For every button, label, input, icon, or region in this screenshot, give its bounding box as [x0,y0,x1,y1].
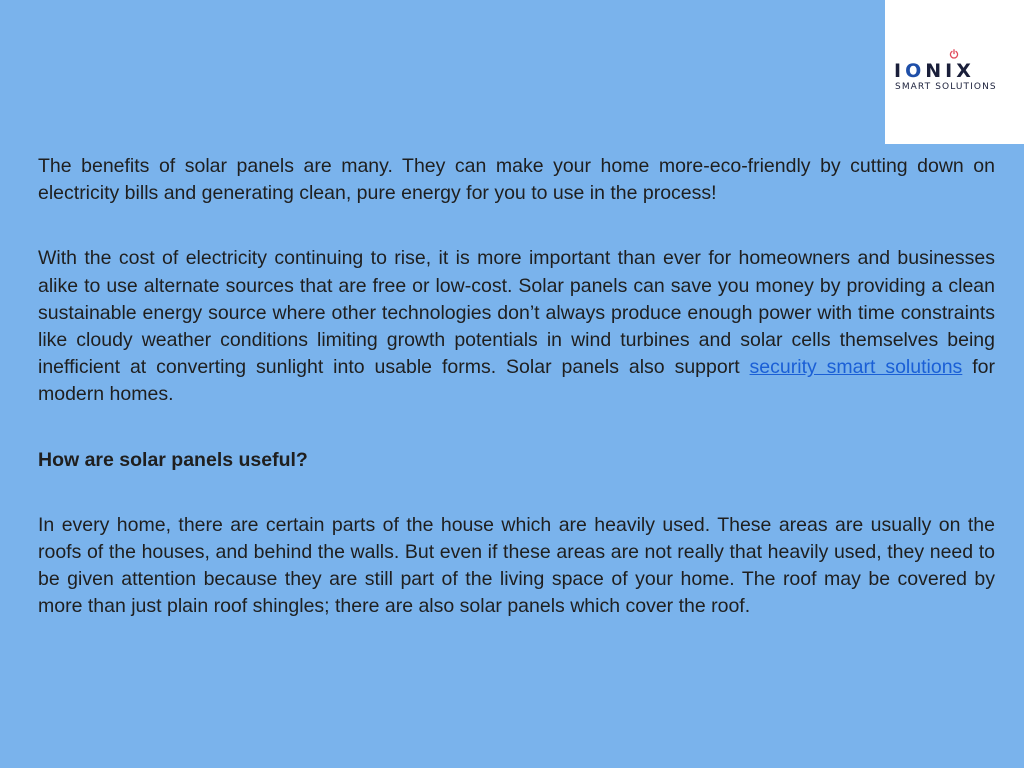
article-content [38,153,995,621]
security-smart-solutions-link[interactable]: security smart solutions [749,356,963,379]
logo-letters-rest: NIX [925,60,975,82]
paragraph-2 [38,245,995,408]
logo-wordmark [894,62,975,81]
paragraph-3: In every home, there are certain parts of the house which are heavily used. These areas are usually on the roofs of the houses, and behind the walls. But even if these areas are not really that heavily used, they need to be given attention because they are still part of the living space of your home. The roof may be covered by more than just plain roof shingles; there are also solar panels which cover the roof. [38,513,995,618]
power-icon [949,49,959,59]
section-heading: How are solar panels useful? [38,448,308,471]
paragraph-2-text-start: With the cost of electricity continuing to rise, it is more important than ever for homeowners and businesses alike to use alternate sources that are free or low-cost. Solar panels can save you money by providing a clean sustainable energy source where other technologies don’t always produce enough power with time constraints like cloudy weather conditions limiting growth potentials in wind turbines and solar cells themselves being inefficient at converting sunlight into usable forms. Solar panels also support [38,247,995,379]
paragraph-2-text-end: for modern homes. [38,356,995,406]
logo-tagline: SMART SOLUTIONS [895,82,997,92]
paragraph-1: The benefits of solar panels are many. They can make your home more-eco-friendly by cutting down on electricity bills and generating clean, pure energy for you to use in the process! [38,155,995,205]
logo-letter-i: I [894,60,906,82]
logo-letter-o: O [905,60,926,82]
